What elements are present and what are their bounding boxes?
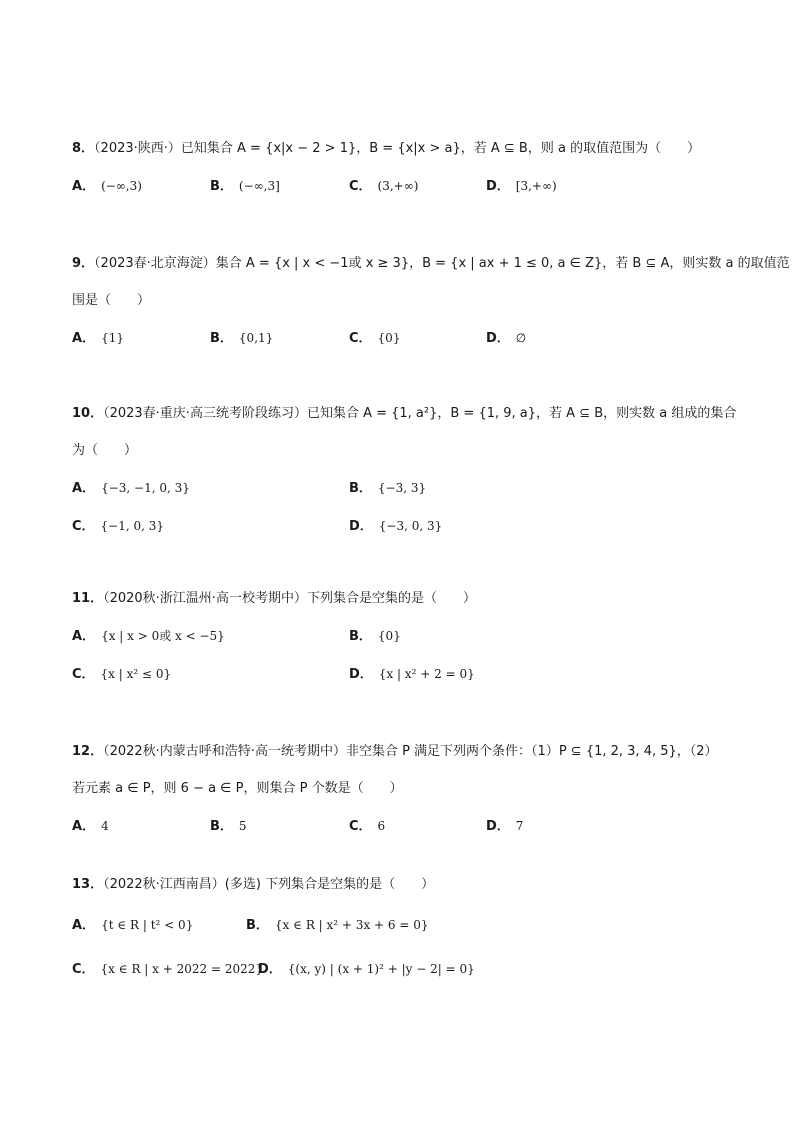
option-a: A． {t ∈ R | t² < 0} xyxy=(72,918,194,933)
option-b: B． (−∞,3] xyxy=(210,179,280,194)
question-text: （2022秋·江西南昌）(多选) 下列集合是空集的是（ ） xyxy=(103,877,435,892)
option-c: C． (3,+∞) xyxy=(349,179,419,194)
question-10 xyxy=(72,395,737,545)
question-text: （2020秋·浙江温州·高一校考期中）下列集合是空集的是（ ） xyxy=(103,591,476,606)
question-number: 13． xyxy=(72,877,104,892)
question-stem xyxy=(72,580,732,617)
question-13 xyxy=(72,866,732,991)
option-d: D． {(x, y) | (x + 1)² + |y − 2| = 0} xyxy=(258,962,475,977)
option-d: D． ∅ xyxy=(486,331,527,346)
option-a: A． {1} xyxy=(72,331,124,346)
option-b: B． {−3, 3} xyxy=(349,481,427,496)
option-b: B． {x ∈ R | x² + 3x + 6 = 0} xyxy=(246,918,429,933)
options-row xyxy=(72,947,732,991)
question-text: （2023春·北京海淀）集合 A = {x | x < −1或 x ≥ 3}，B = {x | ax + 1 ≤ 0, a ∈ Z}，若 B ⊆ A，则实数 a 的取值范 xyxy=(94,256,790,271)
question-12 xyxy=(72,733,732,845)
option-b: B． {0} xyxy=(349,629,401,644)
option-b: B． 5 xyxy=(210,819,247,834)
option-c: C． {0} xyxy=(349,331,401,346)
question-stem xyxy=(72,733,732,770)
option-a: A． (−∞,3) xyxy=(72,179,142,194)
question-number: 9． xyxy=(72,256,95,271)
question-stem-continued xyxy=(72,770,732,807)
question-number: 8． xyxy=(72,141,95,156)
question-11 xyxy=(72,580,732,693)
question-stem-continued xyxy=(72,432,732,469)
question-stem-continued xyxy=(72,282,732,319)
question-stem xyxy=(72,395,737,432)
question-text: （2022秋·内蒙古呼和浩特·高一统考期中）非空集合 P 满足下列两个条件：（1）P ⊆ {1, 2, 3, 4, 5}，（2） xyxy=(103,744,718,759)
option-b: B． {0,1} xyxy=(210,331,274,346)
question-text: 若元素 a ∈ P，则 6 − a ∈ P，则集合 P 个数是（ ） xyxy=(72,781,403,796)
option-c: C． {−1, 0, 3} xyxy=(72,519,165,534)
option-d: D． [3,+∞) xyxy=(486,179,557,194)
option-c: C． 6 xyxy=(349,819,386,834)
option-d: D． {−3, 0, 3} xyxy=(349,519,443,534)
option-c: C． {x | x² ≤ 0} xyxy=(72,667,172,682)
option-a: A． {−3, −1, 0, 3} xyxy=(72,481,190,496)
option-d: D． {x | x² + 2 = 0} xyxy=(349,667,475,682)
options-row xyxy=(72,655,732,693)
question-text: 为（ ） xyxy=(72,443,138,458)
question-text: （2023·陕西·）已知集合 A = {x|x − 2 > 1}，B = {x|x > a}，若 A ⊆ B，则 a 的取值范围为（ ） xyxy=(94,141,701,156)
question-stem xyxy=(72,130,732,167)
question-number: 11． xyxy=(72,591,104,606)
question-number: 10． xyxy=(72,406,104,421)
question-text: 围是（ ） xyxy=(72,293,151,308)
question-number: 12． xyxy=(72,744,104,759)
question-9 xyxy=(72,245,790,357)
options-row xyxy=(72,319,732,357)
options-row xyxy=(72,617,732,655)
option-a: A． {x | x > 0或 x < −5} xyxy=(72,629,225,644)
question-8 xyxy=(72,130,732,205)
option-a: A． 4 xyxy=(72,819,109,834)
option-d: D． 7 xyxy=(486,819,524,834)
question-text: （2023春·重庆·高三统考阶段练习）已知集合 A = {1, a²}，B = {1, 9, a}，若 A ⊆ B，则实数 a 组成的集合 xyxy=(103,406,737,421)
question-stem xyxy=(72,866,732,903)
question-stem xyxy=(72,245,790,282)
option-c: C． {x ∈ R | x + 2022 = 2022} xyxy=(72,962,264,977)
options-row xyxy=(72,903,732,947)
options-row xyxy=(72,807,732,845)
options-row xyxy=(72,167,732,205)
options-row xyxy=(72,507,732,545)
options-row xyxy=(72,469,732,507)
